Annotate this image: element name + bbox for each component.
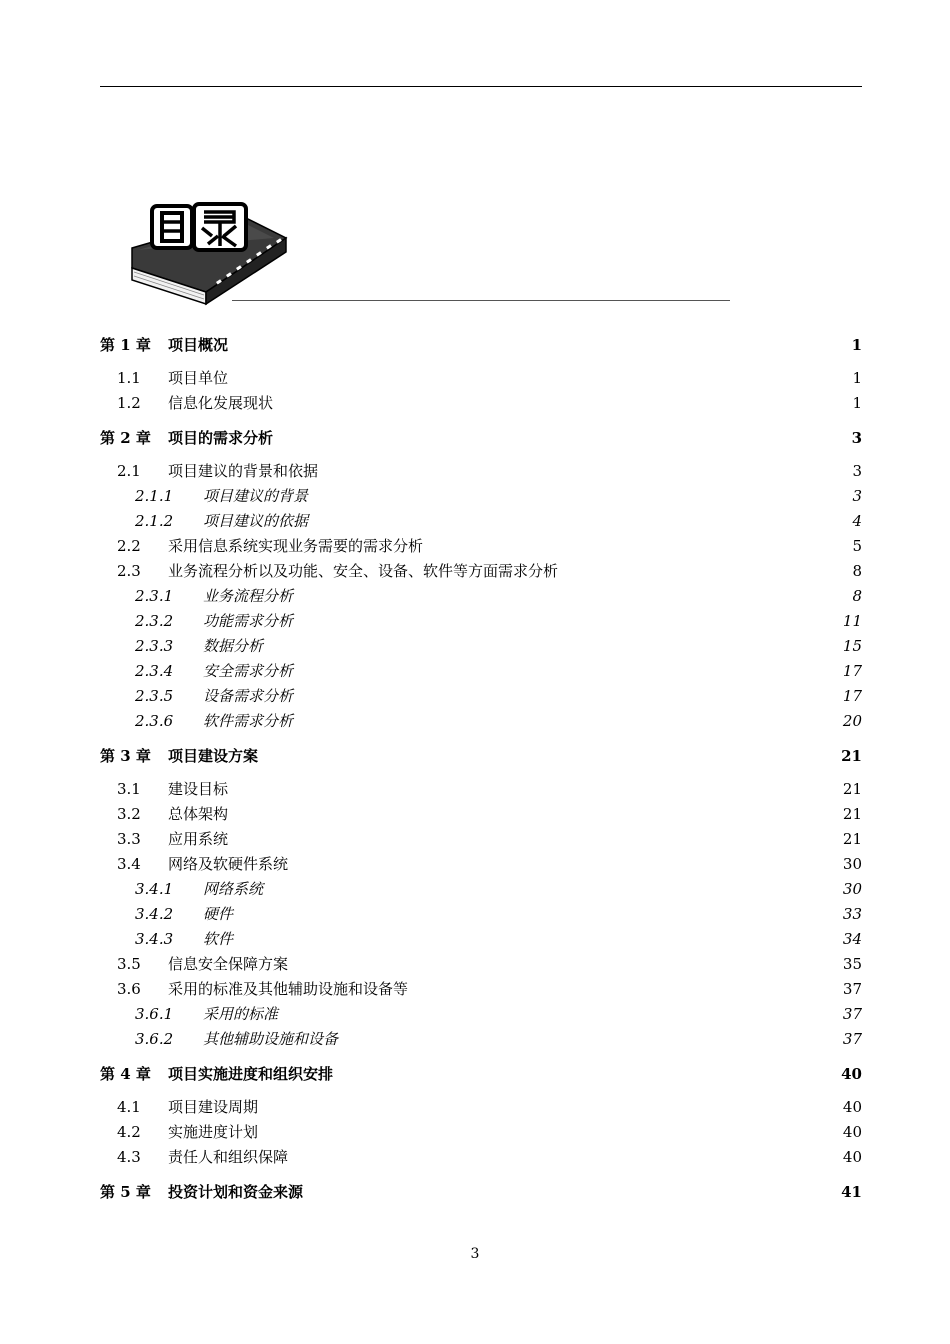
toc-entry-section[interactable] <box>100 952 862 977</box>
toc-entry-title: 项目建设方案 <box>168 747 259 765</box>
toc-entry-page: 37 <box>842 980 862 998</box>
toc-entry-title: 信息化发展现状 <box>168 394 274 412</box>
toc-entry-page: 3 <box>852 487 862 505</box>
toc-entry-number: 2.3.5 <box>135 687 174 705</box>
toc-entry-title: 总体架构 <box>168 805 229 823</box>
toc-entry-title: 投资计划和资金来源 <box>168 1183 304 1201</box>
toc-entry-page: 40 <box>842 1098 862 1116</box>
toc-entry-title: 软件需求分析 <box>203 712 294 730</box>
toc-entry-number: 2.1 <box>117 462 141 480</box>
toc-entry-number: 3.4.2 <box>135 905 174 923</box>
toc-entry-title: 项目实施进度和组织安排 <box>168 1065 334 1083</box>
toc-entry-section[interactable] <box>100 366 862 391</box>
toc-entry-page: 21 <box>842 830 862 848</box>
toc-entry-subsection[interactable] <box>100 1002 862 1027</box>
toc-entry-number: 第 1 章 <box>100 336 151 354</box>
toc-entry-subsection[interactable] <box>100 684 862 709</box>
toc-entry-page: 37 <box>842 1030 862 1048</box>
toc-entry-subsection[interactable] <box>100 659 862 684</box>
toc-entry-number: 2.1.2 <box>135 512 174 530</box>
toc-entry-page: 40 <box>842 1148 862 1166</box>
toc-entry-number: 2.3.6 <box>135 712 174 730</box>
toc-entry-page: 11 <box>842 612 862 630</box>
toc-entry-title: 网络及软硬件系统 <box>168 855 289 873</box>
toc-entry-title: 信息安全保障方案 <box>168 955 289 973</box>
toc-entry-title: 责任人和组织保障 <box>168 1148 289 1166</box>
toc-entry-number: 4.1 <box>117 1098 141 1116</box>
toc-entry-page: 21 <box>842 805 862 823</box>
toc-entry-page: 3 <box>852 462 862 480</box>
toc-entry-number: 1.1 <box>117 369 141 387</box>
toc-entry-number: 3.1 <box>117 780 141 798</box>
toc-entry-title: 项目建议的背景和依据 <box>168 462 319 480</box>
toc-entry-page: 35 <box>842 955 862 973</box>
toc-entry-section[interactable] <box>100 852 862 877</box>
toc-entry-title: 建设目标 <box>168 780 229 798</box>
toc-entry-subsection[interactable] <box>100 609 862 634</box>
toc-entry-title: 采用的标准 <box>203 1005 279 1023</box>
toc-entry-page: 30 <box>842 880 862 898</box>
toc-entry-title: 项目建设周期 <box>168 1098 259 1116</box>
toc-entry-number: 3.6.2 <box>135 1030 174 1048</box>
toc-entry-number: 第 4 章 <box>100 1065 151 1083</box>
toc-entry-number: 3.6.1 <box>135 1005 174 1023</box>
toc-entry-page: 1 <box>852 394 862 412</box>
toc-entry-title: 安全需求分析 <box>203 662 294 680</box>
toc-entry-page: 20 <box>842 712 862 730</box>
toc-entry-title: 数据分析 <box>203 637 264 655</box>
toc-entry-chapter[interactable] <box>100 425 862 452</box>
header-rule <box>100 86 862 87</box>
toc-entry-page: 4 <box>852 512 862 530</box>
toc-entry-section[interactable] <box>100 827 862 852</box>
toc-entry-page: 1 <box>851 336 862 354</box>
toc-entry-section[interactable] <box>100 802 862 827</box>
toc-entry-title: 项目建议的背景 <box>203 487 309 505</box>
toc-entry-page: 37 <box>842 1005 862 1023</box>
toc-entry-number: 3.4.1 <box>135 880 174 898</box>
toc-title-rule <box>232 300 730 301</box>
toc-entry-number: 2.2 <box>117 537 141 555</box>
toc-entry-page: 15 <box>842 637 862 655</box>
toc-entry-number: 3.4 <box>117 855 141 873</box>
toc-entry-page: 17 <box>842 687 862 705</box>
toc-entry-number: 2.3.1 <box>135 587 174 605</box>
toc-entry-number: 3.2 <box>117 805 141 823</box>
toc-entry-page: 21 <box>841 747 862 765</box>
page-number: 3 <box>470 1246 480 1262</box>
toc-entry-number: 2.3.4 <box>135 662 174 680</box>
toc-entry-title: 功能需求分析 <box>203 612 294 630</box>
toc-entry-title: 硬件 <box>203 905 234 923</box>
toc-entry-title: 实施进度计划 <box>168 1123 259 1141</box>
toc-entry-page: 33 <box>842 905 862 923</box>
toc-entry-title: 项目建议的依据 <box>203 512 309 530</box>
toc-entry-chapter[interactable] <box>100 743 862 770</box>
toc-entry-number: 第 3 章 <box>100 747 151 765</box>
toc-entry-number: 3.3 <box>117 830 141 848</box>
toc-entry-number: 4.3 <box>117 1148 141 1166</box>
toc-entry-page: 17 <box>842 662 862 680</box>
toc-entry-subsection[interactable] <box>100 634 862 659</box>
toc-entry-title: 其他辅助设施和设备 <box>203 1030 339 1048</box>
toc-entry-page: 5 <box>852 537 862 555</box>
toc-entry-page: 30 <box>842 855 862 873</box>
toc-entry-subsection[interactable] <box>100 1027 862 1052</box>
toc-entry-number: 3.5 <box>117 955 141 973</box>
toc-entry-title: 设备需求分析 <box>203 687 294 705</box>
toc-entry-section[interactable] <box>100 1145 862 1170</box>
toc-entry-chapter[interactable] <box>100 1061 862 1088</box>
toc-entry-chapter[interactable] <box>100 332 862 359</box>
toc-entry-page: 8 <box>852 562 862 580</box>
toc-entry-chapter[interactable] <box>100 1179 862 1206</box>
toc-entry-title: 采用的标准及其他辅助设施和设备等 <box>168 980 409 998</box>
toc-entry-number: 3.4.3 <box>135 930 174 948</box>
toc-entry-page: 41 <box>841 1183 862 1201</box>
toc-entry-title: 应用系统 <box>168 830 229 848</box>
toc-entry-section[interactable] <box>100 1120 862 1145</box>
toc-entry-number: 3.6 <box>117 980 141 998</box>
toc-entry-section[interactable] <box>100 459 862 484</box>
toc-entry-page: 34 <box>842 930 862 948</box>
toc-book-icon <box>124 196 294 306</box>
toc-entry-number: 4.2 <box>117 1123 141 1141</box>
toc-entry-subsection[interactable] <box>100 509 862 534</box>
toc-entry-page: 8 <box>852 587 862 605</box>
toc-entry-subsection[interactable] <box>100 902 862 927</box>
toc-entry-number: 1.2 <box>117 394 141 412</box>
toc-entry-title: 业务流程分析以及功能、安全、设备、软件等方面需求分析 <box>168 562 559 580</box>
toc-entry-page: 40 <box>842 1123 862 1141</box>
toc-entry-title: 项目单位 <box>168 369 229 387</box>
toc-entry-title: 采用信息系统实现业务需要的需求分析 <box>168 537 424 555</box>
toc-entry-number: 2.3.2 <box>135 612 174 630</box>
toc-entry-title: 网络系统 <box>203 880 264 898</box>
toc-entry-page: 40 <box>841 1065 862 1083</box>
toc-entry-title: 软件 <box>203 930 234 948</box>
toc-entry-number: 第 2 章 <box>100 429 151 447</box>
toc-entry-number: 第 5 章 <box>100 1183 151 1201</box>
toc-entry-number: 2.3 <box>117 562 141 580</box>
toc-entry-section[interactable] <box>100 777 862 802</box>
toc-entry-title: 项目概况 <box>168 336 229 354</box>
toc-entry-subsection[interactable] <box>100 877 862 902</box>
toc-entry-title: 项目的需求分析 <box>168 429 274 447</box>
toc-entry-subsection[interactable] <box>100 927 862 952</box>
toc-entry-number: 2.3.3 <box>135 637 174 655</box>
toc-entry-subsection[interactable] <box>100 709 862 734</box>
toc-entry-section[interactable] <box>100 1095 862 1120</box>
toc-entry-section[interactable] <box>100 534 862 559</box>
toc-entry-section[interactable] <box>100 559 862 584</box>
table-of-contents <box>100 332 862 1206</box>
toc-entry-subsection[interactable] <box>100 584 862 609</box>
toc-entry-page: 1 <box>852 369 862 387</box>
toc-entry-section[interactable] <box>100 391 862 416</box>
toc-entry-page: 21 <box>842 780 862 798</box>
toc-entry-section[interactable] <box>100 977 862 1002</box>
toc-entry-title: 业务流程分析 <box>203 587 294 605</box>
toc-entry-number: 2.1.1 <box>135 487 174 505</box>
toc-entry-subsection[interactable] <box>100 484 862 509</box>
toc-entry-page: 3 <box>851 429 862 447</box>
